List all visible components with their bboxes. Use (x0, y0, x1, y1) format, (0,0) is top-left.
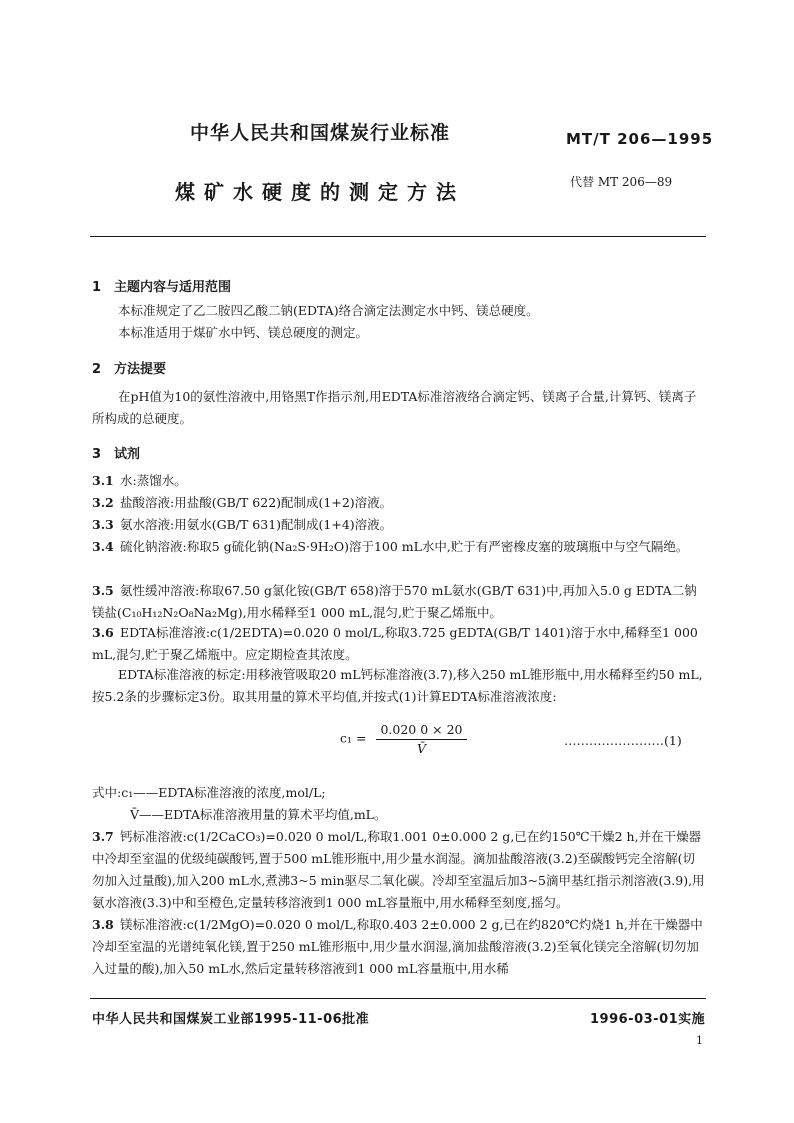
clause-text: 钙标准溶液:c(1/2CaCO₃)=0.020 0 mol/L,称取1.001 0±0.000 2 g,已在约150℃干燥2 h,并在干燥器中冷却至室温的优级纯碳酸钙,置于500 mL锥形瓶中,用少量水润湿。滴加盐酸溶液(3.2)至碳酸钙完全溶解(切勿加入过量酸),加入200 mL水,煮沸3~5 min驱尽二氧化碳。冷却至室温后加3~5滴甲基红指示剂溶液(3.9),用氨水溶液(3.3)中和至橙色,定量转移溶液到1 000 mL容量瓶中,用水稀释至刻度,摇匀。 (92, 829, 705, 910)
section-3-heading (92, 443, 140, 462)
clause-number: 3.3 (92, 517, 114, 532)
formula-1 (340, 722, 467, 756)
replaces-note: 代替 MT 206—89 (570, 175, 673, 189)
section-2-number: 2 (92, 362, 102, 377)
clause-3-3 (92, 514, 706, 536)
effective-date: 1996-03-01实施 (590, 1012, 706, 1027)
clause-3-7 (92, 826, 706, 914)
clause-text: 硫化钠溶液:称取5 g硫化钠(Na₂S·9H₂O)溶于100 mL水中,贮于有严密橡皮塞的玻璃瓶中与空气隔绝。 (120, 539, 689, 554)
section-1-heading (92, 276, 231, 295)
formula-lhs: c₁ = (340, 730, 367, 746)
standard-code: MT/T 206—1995 (566, 130, 714, 148)
formula-number: ……………………(1) (564, 733, 682, 748)
clause-number: 3.7 (92, 829, 114, 844)
formula-where-line-1 (92, 782, 326, 804)
clause-number: 3.8 (92, 917, 114, 932)
section-1-paragraph-2: 本标准适用于煤矿水中钙、镁总硬度的测定。 (118, 325, 369, 340)
section-2-heading (92, 358, 166, 377)
clause-3-5 (92, 580, 706, 624)
section-2-paragraph: 在pH值为10的氨性溶液中,用铬黑T作指示剂,用EDTA标准溶液络合滴定钙、镁离子合量,计算钙、镁离子所构成的总硬度。 (92, 389, 697, 426)
clause-3-4 (92, 536, 706, 558)
clause-number: 3.1 (92, 473, 114, 488)
where-definition-c1: c₁——EDTA标准溶液的浓度,mol/L; (121, 785, 326, 800)
clause-3-1 (92, 470, 706, 492)
clause-text: 氨水溶液:用氨水(GB/T 631)配制成(1+4)溶液。 (120, 517, 393, 532)
footer-rule (90, 998, 706, 999)
section-1-title: 主题内容与适用范围 (114, 280, 232, 295)
formula-numerator: 0.020 0 × 20 (376, 722, 466, 740)
clause-text: EDTA标准溶液:c(1/2EDTA)=0.020 0 mol/L,称取3.725 gEDTA(GB/T 1401)溶于水中,稀释至1 000 mL,混匀,贮于聚乙烯瓶中。应定期检查其浓度。 (92, 625, 698, 662)
header-rule (90, 236, 706, 237)
clause-text: 氨性缓冲溶液:称取67.50 g氯化铵(GB/T 658)溶于570 mL氨水(GB/T 631)中,再加入5.0 g EDTA二钠镁盐(C₁₀H₁₂N₂O₈Na₂Mg),用水稀释至1 000 mL,混匀,贮于聚乙烯瓶中。 (92, 583, 697, 620)
formula-fraction (376, 722, 466, 756)
section-3-title: 试剂 (114, 447, 141, 462)
calibration-paragraph: EDTA标准溶液的标定:用移液管吸取20 mL钙标准溶液(3.7),移入250 mL锥形瓶中,用水稀释至约50 mL,按5.2条的步骤标定3份。取其用量的算术平均值,并按式(1)计算EDTA标准溶液浓度: (92, 667, 703, 704)
formula-denominator: V̄ (416, 741, 426, 756)
document-title: 煤矿水硬度的测定方法 (175, 180, 465, 204)
issuing-standard-title: 中华人民共和国煤炭行业标准 (190, 122, 451, 144)
clause-3-2 (92, 492, 706, 514)
clause-text: 盐酸溶液:用盐酸(GB/T 622)配制成(1+2)溶液。 (120, 495, 393, 510)
clause-number: 3.5 (92, 583, 114, 598)
clause-number: 3.2 (92, 495, 114, 510)
clause-number: 3.6 (92, 625, 114, 640)
where-prefix: 式中: (92, 785, 122, 800)
clause-number: 3.4 (92, 539, 114, 554)
section-1-paragraph-1: 本标准规定了乙二胺四乙酸二钠(EDTA)络合滴定法测定水中钙、镁总硬度。 (118, 303, 539, 318)
section-3-number: 3 (92, 447, 102, 462)
clause-text: 水:蒸馏水。 (120, 473, 187, 488)
approval-note: 中华人民共和国煤炭工业部1995-11-06批准 (92, 1012, 370, 1027)
page-number: 1 (696, 1034, 703, 1047)
where-definition-v: V̄——EDTA标准溶液用量的算术平均值,mL。 (130, 807, 387, 822)
clause-3-8 (92, 914, 706, 980)
clause-text: 镁标准溶液:c(1/2MgO)=0.020 0 mol/L,称取0.403 2±0.000 2 g,已在约820℃灼烧1 h,并在干燥器中冷却至室温的光谱纯氧化镁,置于250 mL锥形瓶中,用少量水润湿,滴加盐酸溶液(3.2)至氧化镁完全溶解(切勿加入过量的酸),加入50 mL水,然后定量转移溶液到1 000 mL容量瓶中,用水稀 (92, 917, 703, 976)
section-2-title: 方法提要 (114, 362, 167, 377)
section-1-number: 1 (92, 280, 102, 295)
clause-3-6 (92, 622, 706, 666)
